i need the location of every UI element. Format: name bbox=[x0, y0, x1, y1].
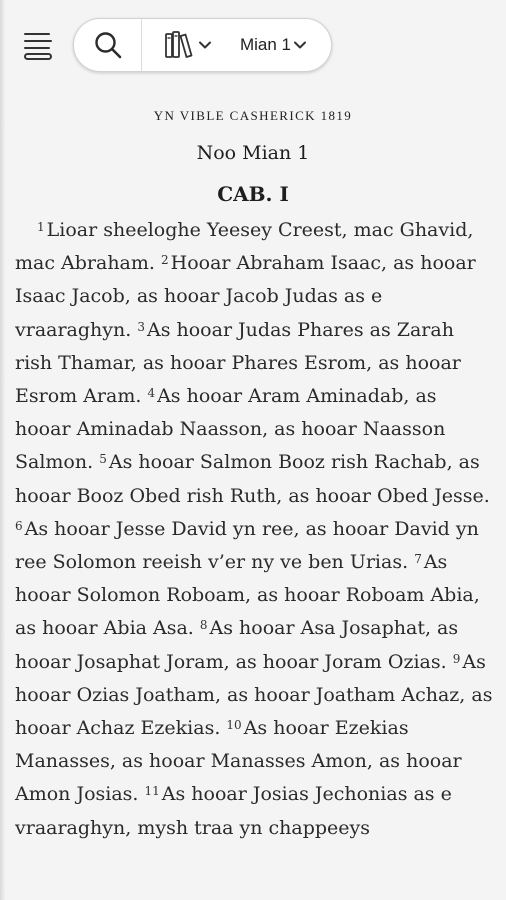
verse-text: Hooar Abraham Isaac, as hooar Isaac Jacob, as hooar Jacob Judas as e vraaraghyn. bbox=[15, 252, 476, 341]
library-books-icon bbox=[163, 29, 195, 61]
version-title: YN VIBLE CASHERICK 1819 bbox=[153, 108, 353, 123]
verse-number: 2 bbox=[161, 253, 169, 268]
verse-text: As hooar Jesse David yn ree, as hooar David yn ree Solomon reeish v’er ny ve ben Urias. bbox=[15, 517, 479, 574]
search-icon bbox=[93, 30, 123, 60]
verse-number: 5 bbox=[99, 452, 107, 467]
verse-number: 7 bbox=[414, 552, 422, 567]
search-button[interactable] bbox=[74, 19, 142, 71]
verse-number: 8 bbox=[199, 618, 208, 633]
reading-pane[interactable] bbox=[0, 90, 506, 900]
verse[interactable] bbox=[15, 518, 479, 573]
verse-number: 9 bbox=[452, 651, 461, 666]
book-title: Noo Mian 1 bbox=[196, 142, 310, 164]
verse-number: 1 bbox=[37, 220, 45, 234]
verse-text: As hooar Salmon Booz rish Rachab, as hooar Booz Obed rish Ruth, as hooar Obed Jesse. bbox=[15, 451, 490, 507]
verse-text: As hooar Judas Phares as Zarah rish Thamar, as hooar Phares Esrom, as hooar Esrom Aram. bbox=[15, 318, 461, 408]
verse-text: As hooar Ozias Joatham, as hooar Joatham Achaz, as hooar Achaz Ezekias. bbox=[15, 650, 493, 740]
chapter-selector-label: Mian 1 bbox=[239, 35, 292, 54]
verse-text: As hooar Ezekias Manasses, as hooar Manasses Amon, as hooar Amon Josias. bbox=[15, 717, 462, 806]
verse-number: 6 bbox=[15, 518, 23, 533]
chevron-down-icon bbox=[198, 38, 212, 52]
verse-number: 11 bbox=[144, 784, 160, 799]
verse-text: As hooar Solomon Roboam, as hooar Roboam Abia, as hooar Abia Asa. bbox=[15, 551, 480, 640]
chevron-down-icon bbox=[293, 38, 307, 52]
navigation-pill bbox=[73, 18, 332, 72]
hamburger-icon bbox=[21, 29, 55, 63]
chapter-heading: CAB. I bbox=[217, 182, 289, 206]
version-selector-button[interactable] bbox=[142, 19, 226, 71]
menu-button[interactable] bbox=[20, 26, 56, 66]
top-toolbar bbox=[0, 0, 506, 90]
verse-number: 4 bbox=[147, 386, 156, 401]
verse-text: As hooar Aram Aminadab, as hooar Aminadab Naasson, as hooar Naasson Salmon. bbox=[15, 385, 446, 474]
verse-text: Lioar sheeloghe Yeesey Creest, mac Ghavid, mac Abraham. bbox=[15, 219, 474, 275]
verse-text: As hooar Asa Josaphat, as hooar Josaphat Joram, as hooar Joram Ozias. bbox=[15, 617, 459, 673]
verse-text: As hooar Josias Jechonias as e vraaraghyn, mysh traa yn chappeeys bbox=[15, 783, 452, 839]
chapter-selector-button[interactable] bbox=[226, 19, 331, 71]
verse-number: 10 bbox=[226, 718, 242, 733]
chapter-text bbox=[15, 214, 497, 845]
verse-number: 3 bbox=[137, 319, 145, 334]
